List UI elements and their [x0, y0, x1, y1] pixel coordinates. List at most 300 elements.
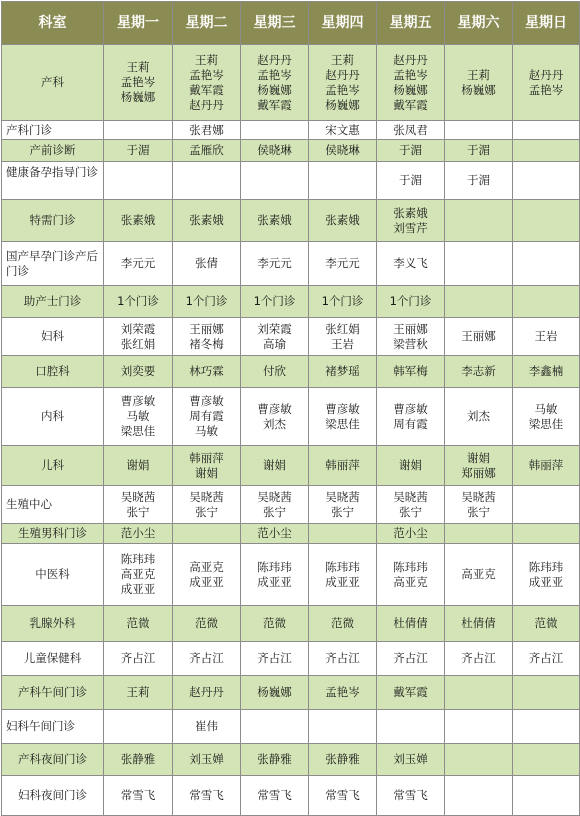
doctor-name: 孟雁欣	[189, 143, 224, 157]
schedule-cell-thu	[309, 356, 377, 388]
doctor-name: 孟艳岑	[325, 685, 360, 699]
doctor-name: 1个门诊	[253, 294, 296, 308]
schedule-cell-tue	[173, 544, 241, 606]
schedule-cell-wed	[241, 486, 309, 524]
doctor-name: 张静雅	[325, 752, 360, 766]
header-wednesday: 星期三	[241, 2, 309, 45]
schedule-cell-sat	[445, 121, 513, 140]
schedule-cell-fri	[377, 710, 445, 744]
doctor-name: 王莉	[126, 685, 150, 699]
schedule-cell-fri	[377, 45, 445, 121]
schedule-cell-fri	[377, 140, 445, 162]
schedule-cell-wed	[241, 744, 309, 776]
schedule-cell-thu	[309, 45, 377, 121]
doctor-name: 张君娜	[189, 122, 224, 137]
schedule-cell-thu	[309, 544, 377, 606]
schedule-cell-mon	[104, 744, 173, 776]
schedule-cell-thu	[309, 486, 377, 524]
doctor-name: 刘杰	[467, 409, 490, 423]
schedule-cell-sun	[513, 286, 580, 318]
doctor-name: 齐占江	[461, 651, 496, 665]
doctor-name: 王丽娜	[189, 321, 224, 336]
schedule-cell-mon	[104, 162, 173, 200]
doctor-name: 韩丽萍	[189, 450, 224, 465]
doctor-name: 1个门诊	[185, 294, 228, 308]
schedule-cell-thu	[309, 524, 377, 544]
department-cell: 产科夜间门诊	[2, 744, 104, 776]
doctor-name: 赵丹丹	[393, 52, 428, 67]
doctor-name: 常雪飞	[189, 788, 224, 802]
doctor-name: 梁思佳	[325, 416, 360, 431]
schedule-cell-fri	[377, 524, 445, 544]
table-row	[2, 744, 580, 776]
schedule-cell-mon	[104, 286, 173, 318]
doctor-name: 杨巍娜	[120, 90, 156, 104]
schedule-cell-thu	[309, 200, 377, 242]
doctor-name: 陈玮玮	[257, 559, 292, 574]
doctor-name: 戴军霞	[393, 685, 428, 699]
doctor-name: 张凤君	[393, 122, 428, 137]
doctor-name: 王莉	[467, 67, 490, 82]
schedule-cell-sun	[513, 606, 580, 642]
schedule-cell-sat	[445, 676, 513, 710]
table-row	[2, 162, 580, 200]
department-cell: 妇科	[2, 318, 104, 356]
doctor-name: 陈玮玮	[393, 559, 428, 574]
schedule-cell-mon	[104, 356, 173, 388]
doctor-name: 马敏	[534, 401, 558, 416]
table-row	[2, 388, 580, 446]
department-cell: 妇科午间门诊	[2, 710, 104, 744]
department-cell: 产科午间门诊	[2, 676, 104, 710]
table-row	[2, 676, 580, 710]
doctor-name: 王岩	[534, 329, 558, 343]
schedule-cell-mon	[104, 318, 173, 356]
doctor-name: 于湄	[126, 143, 150, 157]
schedule-cell-mon	[104, 676, 173, 710]
doctor-name: 孟艳岑	[528, 82, 564, 97]
schedule-cell-sat	[445, 524, 513, 544]
schedule-cell-wed	[241, 524, 309, 544]
schedule-cell-fri	[377, 388, 445, 446]
doctor-name: 吴晓茜	[393, 489, 428, 504]
schedule-cell-tue	[173, 45, 241, 121]
doctor-name: 常雪飞	[393, 788, 428, 802]
doctor-name: 王莉	[126, 60, 150, 74]
doctor-name: 常雪飞	[325, 788, 360, 802]
doctor-name: 吴晓茜	[325, 489, 360, 504]
doctor-name: 高亚克	[393, 574, 428, 589]
doctor-name: 李元元	[325, 256, 360, 270]
schedule-cell-fri	[377, 242, 445, 286]
schedule-cell-wed	[241, 121, 309, 140]
table-row	[2, 606, 580, 642]
header-tuesday: 星期二	[173, 2, 241, 45]
header-sunday: 星期日	[513, 2, 580, 45]
doctor-name: 付欣	[263, 364, 286, 378]
header-friday: 星期五	[377, 2, 445, 45]
schedule-table	[1, 1, 580, 816]
department-cell: 妇科夜间门诊	[2, 776, 104, 816]
doctor-name: 孟艳岑	[120, 75, 156, 89]
doctor-name: 于湄	[467, 143, 490, 157]
schedule-cell-mon	[104, 642, 173, 676]
doctor-name: 赵丹丹	[528, 67, 564, 82]
department-cell: 口腔科	[2, 356, 104, 388]
schedule-cell-fri	[377, 642, 445, 676]
doctor-name: 张倩	[195, 256, 218, 270]
table-row	[2, 486, 580, 524]
doctor-name: 张红娟	[325, 321, 360, 336]
schedule-cell-wed	[241, 140, 309, 162]
doctor-name: 陈玮玮	[120, 552, 156, 566]
schedule-cell-wed	[241, 356, 309, 388]
department-cell: 产前诊断	[2, 140, 104, 162]
doctor-name: 李志新	[461, 364, 496, 378]
schedule-cell-thu	[309, 446, 377, 486]
schedule-cell-tue	[173, 710, 241, 744]
schedule-cell-tue	[173, 121, 241, 140]
schedule-body	[2, 45, 580, 816]
schedule-cell-tue	[173, 446, 241, 486]
schedule-cell-sat	[445, 710, 513, 744]
schedule-cell-mon	[104, 606, 173, 642]
doctor-name: 杜倩倩	[461, 616, 496, 630]
schedule-cell-sun	[513, 524, 580, 544]
table-row	[2, 446, 580, 486]
schedule-cell-sun	[513, 642, 580, 676]
doctor-name: 谢娟	[126, 458, 150, 472]
schedule-cell-tue	[173, 200, 241, 242]
table-row	[2, 200, 580, 242]
doctor-name: 于湄	[467, 173, 490, 187]
doctor-name: 陈玮玮	[325, 559, 360, 574]
schedule-cell-wed	[241, 544, 309, 606]
schedule-cell-thu	[309, 776, 377, 816]
table-row	[2, 524, 580, 544]
schedule-cell-tue	[173, 676, 241, 710]
doctor-name: 刘奕要	[120, 364, 156, 378]
doctor-name: 李鑫楠	[528, 364, 564, 378]
doctor-name: 齐占江	[189, 651, 224, 665]
schedule-cell-thu	[309, 286, 377, 318]
schedule-cell-sat	[445, 318, 513, 356]
schedule-cell-sun	[513, 242, 580, 286]
doctor-name: 褚梦瑶	[325, 364, 360, 378]
schedule-cell-sat	[445, 642, 513, 676]
schedule-cell-fri	[377, 486, 445, 524]
doctor-name: 成亚亚	[120, 582, 156, 596]
schedule-cell-fri	[377, 606, 445, 642]
schedule-cell-thu	[309, 744, 377, 776]
schedule-cell-sun	[513, 486, 580, 524]
doctor-name: 常雪飞	[120, 788, 156, 802]
schedule-cell-wed	[241, 286, 309, 318]
doctor-name: 崔伟	[195, 719, 218, 733]
doctor-name: 曹彦敏	[189, 394, 224, 408]
doctor-name: 张静雅	[257, 752, 292, 766]
schedule-cell-wed	[241, 710, 309, 744]
doctor-name: 成亚亚	[325, 574, 360, 589]
doctor-name: 侯晓琳	[257, 143, 292, 157]
schedule-cell-tue	[173, 524, 241, 544]
schedule-cell-wed	[241, 676, 309, 710]
department-cell: 健康备孕指导门诊	[2, 162, 104, 200]
doctor-name: 刘荣霞	[257, 321, 292, 336]
doctor-name: 孟艳岑	[189, 67, 224, 82]
doctor-name: 1个门诊	[117, 294, 159, 308]
doctor-name: 马敏	[126, 409, 150, 423]
doctor-name: 赵丹丹	[325, 67, 360, 82]
schedule-cell-sat	[445, 744, 513, 776]
doctor-name: 赵丹丹	[189, 685, 224, 699]
doctor-name: 于湄	[399, 143, 422, 157]
department-cell: 助产士门诊	[2, 286, 104, 318]
doctor-name: 范微	[126, 616, 150, 630]
header-thursday: 星期四	[309, 2, 377, 45]
doctor-name: 成亚亚	[189, 574, 224, 589]
doctor-name: 林巧霖	[189, 364, 224, 378]
doctor-name: 李元元	[120, 256, 156, 270]
schedule-cell-thu	[309, 606, 377, 642]
schedule-cell-sun	[513, 140, 580, 162]
doctor-name: 常雪飞	[257, 788, 292, 802]
schedule-cell-tue	[173, 140, 241, 162]
schedule-cell-sat	[445, 388, 513, 446]
schedule-cell-sat	[445, 286, 513, 318]
schedule-cell-tue	[173, 318, 241, 356]
schedule-cell-thu	[309, 388, 377, 446]
table-row	[2, 642, 580, 676]
doctor-name: 张素娥	[325, 213, 360, 227]
department-cell: 乳腺外科	[2, 606, 104, 642]
schedule-cell-sat	[445, 776, 513, 816]
doctor-name: 张红娟	[120, 336, 156, 351]
schedule-cell-sat	[445, 446, 513, 486]
schedule-cell-fri	[377, 676, 445, 710]
doctor-name: 梁营秋	[393, 336, 428, 351]
department-cell: 特需门诊	[2, 200, 104, 242]
doctor-name: 王丽娜	[393, 321, 428, 336]
doctor-name: 韩丽萍	[528, 458, 564, 472]
doctor-name: 赵丹丹	[189, 97, 224, 112]
doctor-name: 吴晓茜	[461, 489, 496, 504]
doctor-name: 张素娥	[393, 205, 428, 220]
doctor-name: 梁思佳	[120, 424, 156, 438]
schedule-cell-mon	[104, 200, 173, 242]
schedule-cell-wed	[241, 200, 309, 242]
schedule-cell-wed	[241, 162, 309, 200]
doctor-name: 杨巍娜	[393, 82, 428, 97]
schedule-cell-tue	[173, 242, 241, 286]
schedule-cell-fri	[377, 286, 445, 318]
doctor-name: 成亚亚	[528, 574, 564, 589]
doctor-name: 韩军梅	[393, 364, 428, 378]
schedule-cell-sat	[445, 45, 513, 121]
doctor-name: 张宁	[195, 504, 218, 519]
doctor-name: 杨巍娜	[257, 685, 292, 699]
schedule-cell-fri	[377, 446, 445, 486]
doctor-name: 范小尘	[393, 526, 428, 540]
doctor-name: 刘雪芹	[393, 220, 428, 235]
schedule-cell-thu	[309, 162, 377, 200]
schedule-cell-tue	[173, 744, 241, 776]
schedule-cell-fri	[377, 356, 445, 388]
doctor-name: 王莉	[195, 52, 218, 67]
header-saturday: 星期六	[445, 2, 513, 45]
doctor-name: 高亚克	[461, 567, 496, 581]
schedule-cell-fri	[377, 200, 445, 242]
schedule-cell-sat	[445, 162, 513, 200]
doctor-name: 吴晓茜	[120, 489, 156, 504]
schedule-cell-sun	[513, 388, 580, 446]
doctor-name: 曹彦敏	[393, 401, 428, 416]
schedule-cell-fri	[377, 121, 445, 140]
table-row	[2, 140, 580, 162]
schedule-cell-thu	[309, 121, 377, 140]
header-department: 科室	[2, 2, 104, 45]
doctor-name: 王莉	[331, 52, 354, 67]
doctor-name: 孟艳岑	[257, 67, 292, 82]
doctor-name: 李元元	[257, 256, 292, 270]
schedule-cell-mon	[104, 486, 173, 524]
schedule-cell-tue	[173, 388, 241, 446]
doctor-name: 成亚亚	[257, 574, 292, 589]
doctor-name: 戴军霞	[257, 97, 292, 112]
doctor-name: 马敏	[195, 424, 218, 438]
doctor-name: 杨巍娜	[257, 82, 292, 97]
doctor-name: 梁思佳	[528, 416, 564, 431]
schedule-cell-mon	[104, 388, 173, 446]
doctor-name: 杨巍娜	[325, 97, 360, 112]
doctor-name: 陈玮玮	[528, 559, 564, 574]
doctor-name: 范微	[331, 616, 354, 630]
doctor-name: 孟艳岑	[393, 67, 428, 82]
table-row	[2, 286, 580, 318]
doctor-name: 王岩	[331, 336, 354, 351]
doctor-name: 张素娥	[189, 213, 224, 227]
doctor-name: 高亚克	[189, 559, 224, 574]
department-cell: 生殖男科门诊	[2, 524, 104, 544]
doctor-name: 齐占江	[120, 651, 156, 665]
doctor-name: 褚冬梅	[189, 336, 224, 351]
table-row	[2, 710, 580, 744]
schedule-cell-mon	[104, 121, 173, 140]
schedule-cell-tue	[173, 486, 241, 524]
doctor-name: 曹彦敏	[325, 401, 360, 416]
schedule-cell-wed	[241, 45, 309, 121]
doctor-name: 张宁	[263, 504, 286, 519]
schedule-cell-sat	[445, 544, 513, 606]
doctor-name: 谢娟	[195, 465, 218, 480]
table-row	[2, 544, 580, 606]
doctor-name: 范小尘	[257, 526, 292, 540]
doctor-name: 刘荣霞	[120, 321, 156, 336]
doctor-name: 吴晓茜	[189, 489, 224, 504]
schedule-cell-sun	[513, 45, 580, 121]
doctor-name: 张素娥	[257, 213, 292, 227]
schedule-cell-sun	[513, 710, 580, 744]
schedule-cell-mon	[104, 524, 173, 544]
doctor-name: 谢娟	[263, 458, 286, 472]
schedule-cell-tue	[173, 776, 241, 816]
schedule-cell-fri	[377, 318, 445, 356]
department-cell: 产科门诊	[2, 121, 104, 140]
doctor-name: 范微	[534, 616, 558, 630]
schedule-cell-sun	[513, 200, 580, 242]
doctor-name: 范小尘	[120, 526, 156, 540]
doctor-name: 孟艳岑	[325, 82, 360, 97]
schedule-cell-thu	[309, 242, 377, 286]
schedule-cell-sun	[513, 676, 580, 710]
doctor-name: 齐占江	[325, 651, 360, 665]
schedule-cell-thu	[309, 318, 377, 356]
schedule-cell-wed	[241, 242, 309, 286]
doctor-name: 戴军霞	[189, 82, 224, 97]
schedule-cell-wed	[241, 776, 309, 816]
schedule-cell-wed	[241, 642, 309, 676]
doctor-name: 范微	[263, 616, 286, 630]
schedule-cell-sat	[445, 486, 513, 524]
doctor-name: 郑丽娜	[461, 465, 496, 480]
schedule-cell-sun	[513, 744, 580, 776]
doctor-name: 张宁	[126, 504, 150, 519]
department-cell: 儿童保健科	[2, 642, 104, 676]
doctor-name: 杨巍娜	[461, 82, 496, 97]
schedule-cell-sun	[513, 544, 580, 606]
doctor-name: 高亚克	[120, 567, 156, 581]
doctor-name: 宋文惠	[325, 122, 360, 137]
doctor-name: 杜倩倩	[393, 616, 428, 630]
schedule-cell-mon	[104, 140, 173, 162]
doctor-name: 刘杰	[263, 416, 286, 431]
doctor-name: 侯晓琳	[325, 143, 360, 157]
schedule-cell-mon	[104, 446, 173, 486]
schedule-cell-sat	[445, 242, 513, 286]
table-row	[2, 356, 580, 388]
doctor-name: 韩丽萍	[325, 458, 360, 472]
schedule-cell-sat	[445, 140, 513, 162]
doctor-name: 张宁	[331, 504, 354, 519]
doctor-name: 高瑜	[263, 336, 286, 351]
schedule-cell-tue	[173, 286, 241, 318]
schedule-cell-tue	[173, 642, 241, 676]
doctor-name: 戴军霞	[393, 97, 428, 112]
department-cell: 生殖中心	[2, 486, 104, 524]
schedule-cell-sat	[445, 200, 513, 242]
department-cell: 中医科	[2, 544, 104, 606]
schedule-cell-fri	[377, 162, 445, 200]
doctor-name: 谢娟	[467, 450, 490, 465]
department-cell: 儿科	[2, 446, 104, 486]
schedule-cell-sun	[513, 356, 580, 388]
doctor-name: 齐占江	[393, 651, 428, 665]
department-cell: 内科	[2, 388, 104, 446]
schedule-cell-sun	[513, 446, 580, 486]
schedule-cell-sun	[513, 121, 580, 140]
schedule-cell-tue	[173, 356, 241, 388]
schedule-cell-fri	[377, 776, 445, 816]
table-row	[2, 776, 580, 816]
doctor-name: 于湄	[399, 173, 422, 187]
doctor-name: 范微	[195, 616, 218, 630]
doctor-name: 刘玉婵	[393, 752, 428, 766]
schedule-cell-fri	[377, 544, 445, 606]
table-row	[2, 242, 580, 286]
table-row	[2, 121, 580, 140]
doctor-name: 张宁	[399, 504, 422, 519]
schedule-cell-wed	[241, 388, 309, 446]
